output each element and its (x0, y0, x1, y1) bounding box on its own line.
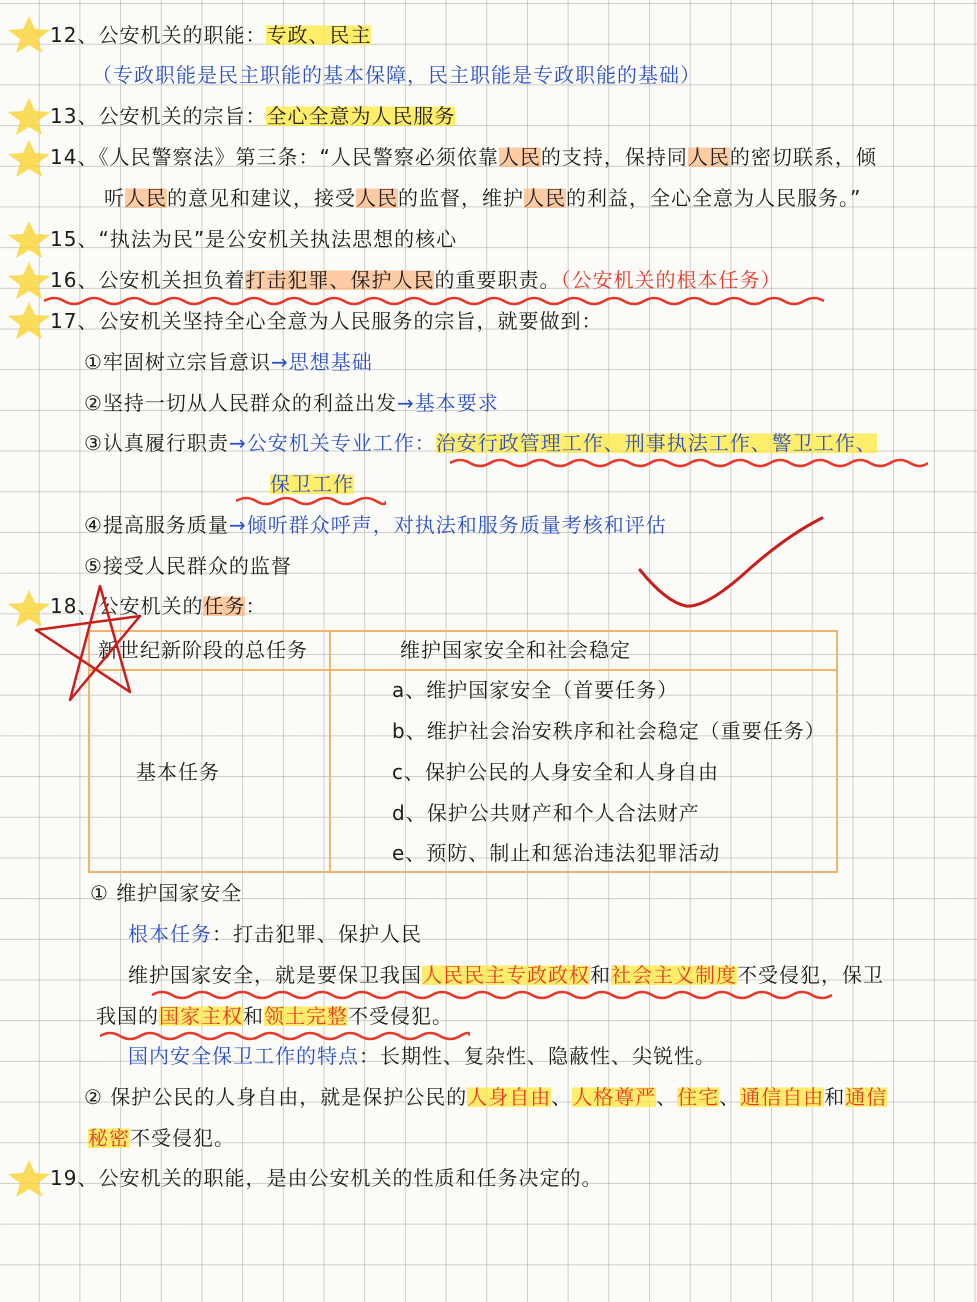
highlight-text: 治安行政管理工作、刑事执法工作、警卫工作、 (435, 431, 877, 455)
highlight-text: 人民民主专政政权 (422, 963, 590, 987)
item-15 (50, 225, 457, 253)
item-text: ：打击犯罪、保护人民 (212, 922, 422, 946)
item-text: 的密切联系，倾 (729, 145, 877, 169)
star-icon (6, 1158, 52, 1198)
highlight-text: 通信 (845, 1085, 888, 1109)
item-number: 15、 (50, 227, 99, 251)
wavy-underline (236, 494, 386, 508)
highlight-text: 秘密 (88, 1126, 130, 1150)
item-17-sub2 (84, 389, 499, 417)
highlight-text: 人民 (524, 186, 566, 210)
highlight-text: 国家主权 (159, 1004, 243, 1028)
table-task-item: c、保护公民的人身安全和人身自由 (392, 760, 719, 784)
item-number: 18、 (50, 594, 99, 618)
highlight-text: 人民 (356, 186, 398, 210)
item-17-sub5 (84, 552, 292, 580)
item-19 (50, 1164, 602, 1192)
table-divider (329, 632, 331, 871)
item-text: 和 (590, 963, 611, 987)
item-number: 13、 (50, 104, 99, 128)
item-17-sub1 (84, 348, 373, 376)
item-text: ② 保护公民的人身自由，就是保护公民的 (84, 1085, 468, 1109)
item-text: 的监督，维护 (398, 186, 524, 210)
item-text: 不受侵犯，保卫 (737, 963, 884, 987)
highlight-text: 人民 (125, 186, 167, 210)
item-12-note (92, 61, 701, 89)
table-cell-r1c2: 维护国家安全和社会稳定 (400, 638, 631, 662)
star-doodle-icon (30, 580, 150, 710)
section-title: ① 维护国家安全 (90, 881, 243, 905)
table-cell-r1c1: 新世纪新阶段的总任务 (98, 638, 308, 662)
item-text: 、 (719, 1085, 741, 1109)
star-icon (6, 96, 52, 136)
item-text: 听 (104, 186, 125, 210)
star-icon (6, 219, 52, 259)
item-17 (50, 307, 602, 335)
item-text: 不受侵犯。 (348, 1004, 453, 1028)
section-1-line3 (96, 1002, 453, 1030)
table-cell-r2c1: 基本任务 (136, 760, 220, 784)
highlight-text: 人民 (687, 145, 730, 169)
note-text: →公安机关专业工作： (228, 431, 436, 455)
item-text: 和 (243, 1004, 264, 1028)
wavy-underline (100, 1029, 470, 1043)
section-2-line2 (88, 1124, 235, 1152)
highlight-text: 专政、民主 (266, 23, 372, 47)
label-text: 根本任务 (128, 922, 212, 946)
item-text: ①牢固树立宗旨意识 (84, 350, 271, 374)
item-text: ③认真履行职责 (84, 431, 229, 455)
item-text: 维护国家安全，就是要保卫我国 (128, 963, 422, 987)
item-text: 、 (551, 1085, 573, 1109)
item-12 (50, 21, 371, 49)
item-text: 我国的 (96, 1004, 159, 1028)
highlight-text: 通信自由 (740, 1085, 825, 1109)
table-task-item: b、维护社会治安秩序和社会稳定（重要任务） (392, 719, 826, 743)
wavy-underline (450, 456, 928, 470)
highlight-text: 人身自由 (467, 1085, 552, 1109)
table-task-item: d、保护公共财产和个人合法财产 (392, 801, 700, 825)
highlight-text: 社会主义制度 (611, 963, 737, 987)
table-task-item: a、维护国家安全（首要任务） (392, 678, 679, 702)
highlight-text: 打击犯罪、保护人民 (245, 268, 435, 292)
item-text: 的利益，全心全意为人民服务。” (566, 186, 862, 210)
table-divider (90, 669, 836, 671)
item-number: 19、 (50, 1166, 99, 1190)
item-text: 《人民警察法》第三条：“人民警察必须依靠 (98, 145, 499, 169)
item-text: ④提高服务质量 (84, 513, 229, 537)
item-text: 的重要职责。 (434, 268, 561, 292)
highlight-text: 领土完整 (264, 1004, 348, 1028)
item-text: 公安机关的宗旨： (98, 104, 267, 128)
item-17-sub4 (84, 511, 667, 539)
item-14-line2 (104, 184, 861, 212)
item-number: 16、 (50, 268, 99, 292)
highlight-text: 任务 (203, 594, 246, 618)
item-number: 17、 (50, 309, 99, 333)
item-text: ⑤接受人民群众的监督 (84, 554, 292, 578)
item-number: 14、 (50, 145, 99, 169)
note-text: （公安机关的根本任务） (560, 268, 782, 292)
item-text: 公安机关坚持全心全意为人民服务的宗旨，就要做到： (98, 309, 603, 333)
label-text: 国内安全保卫工作的特点 (128, 1044, 359, 1068)
task-table (88, 630, 838, 873)
note-text: （专政职能是民主职能的基本保障，民主职能是专政职能的基础） (92, 63, 701, 87)
item-14-line1 (50, 143, 877, 171)
item-text: 公安机关的职能，是由公安机关的性质和任务决定的。 (98, 1166, 603, 1190)
section-1-line1 (128, 920, 422, 948)
highlight-text: 住宅 (677, 1085, 720, 1109)
note-text: →思想基础 (270, 350, 373, 374)
item-text: 公安机关担负着 (98, 268, 246, 292)
item-17-sub3 (84, 429, 877, 457)
item-16 (50, 266, 781, 294)
star-icon (6, 14, 52, 54)
section-1-line4 (128, 1042, 716, 1070)
item-text: ②坚持一切从人民群众的利益出发 (84, 391, 397, 415)
wavy-underline (44, 294, 824, 308)
highlight-text: 人民 (498, 145, 541, 169)
section-2-line1 (84, 1083, 887, 1111)
item-13 (50, 102, 455, 130)
highlight-text: 保卫工作 (270, 472, 354, 496)
item-text: 公安机关的职能： (98, 23, 267, 47)
table-task-item: e、预防、制止和惩治违法犯罪活动 (392, 841, 721, 865)
item-text: ：长期性、复杂性、隐蔽性、尖锐性。 (359, 1044, 716, 1068)
item-text: 的支持，保持同 (540, 145, 688, 169)
item-text: ： (245, 594, 267, 618)
item-text: 的意见和建议，接受 (167, 186, 356, 210)
star-icon (6, 138, 52, 178)
highlight-text: 人格尊严 (572, 1085, 657, 1109)
section-1-title (90, 879, 242, 907)
item-text: 和 (824, 1085, 846, 1109)
item-text: 不受侵犯。 (130, 1126, 235, 1150)
note-text: →基本要求 (396, 391, 499, 415)
item-text: “执法为民”是公安机关执法思想的核心 (98, 227, 458, 251)
wavy-underline (152, 988, 832, 1002)
note-text: →倾听群众呼声，对执法和服务质量考核和评估 (228, 513, 667, 537)
section-1-line2 (128, 961, 884, 989)
item-number: 12、 (50, 23, 99, 47)
check-mark-icon (636, 512, 826, 612)
highlight-text: 全心全意为人民服务 (266, 104, 456, 128)
item-text: 、 (656, 1085, 678, 1109)
item-text: 公安机关的 (98, 594, 204, 618)
